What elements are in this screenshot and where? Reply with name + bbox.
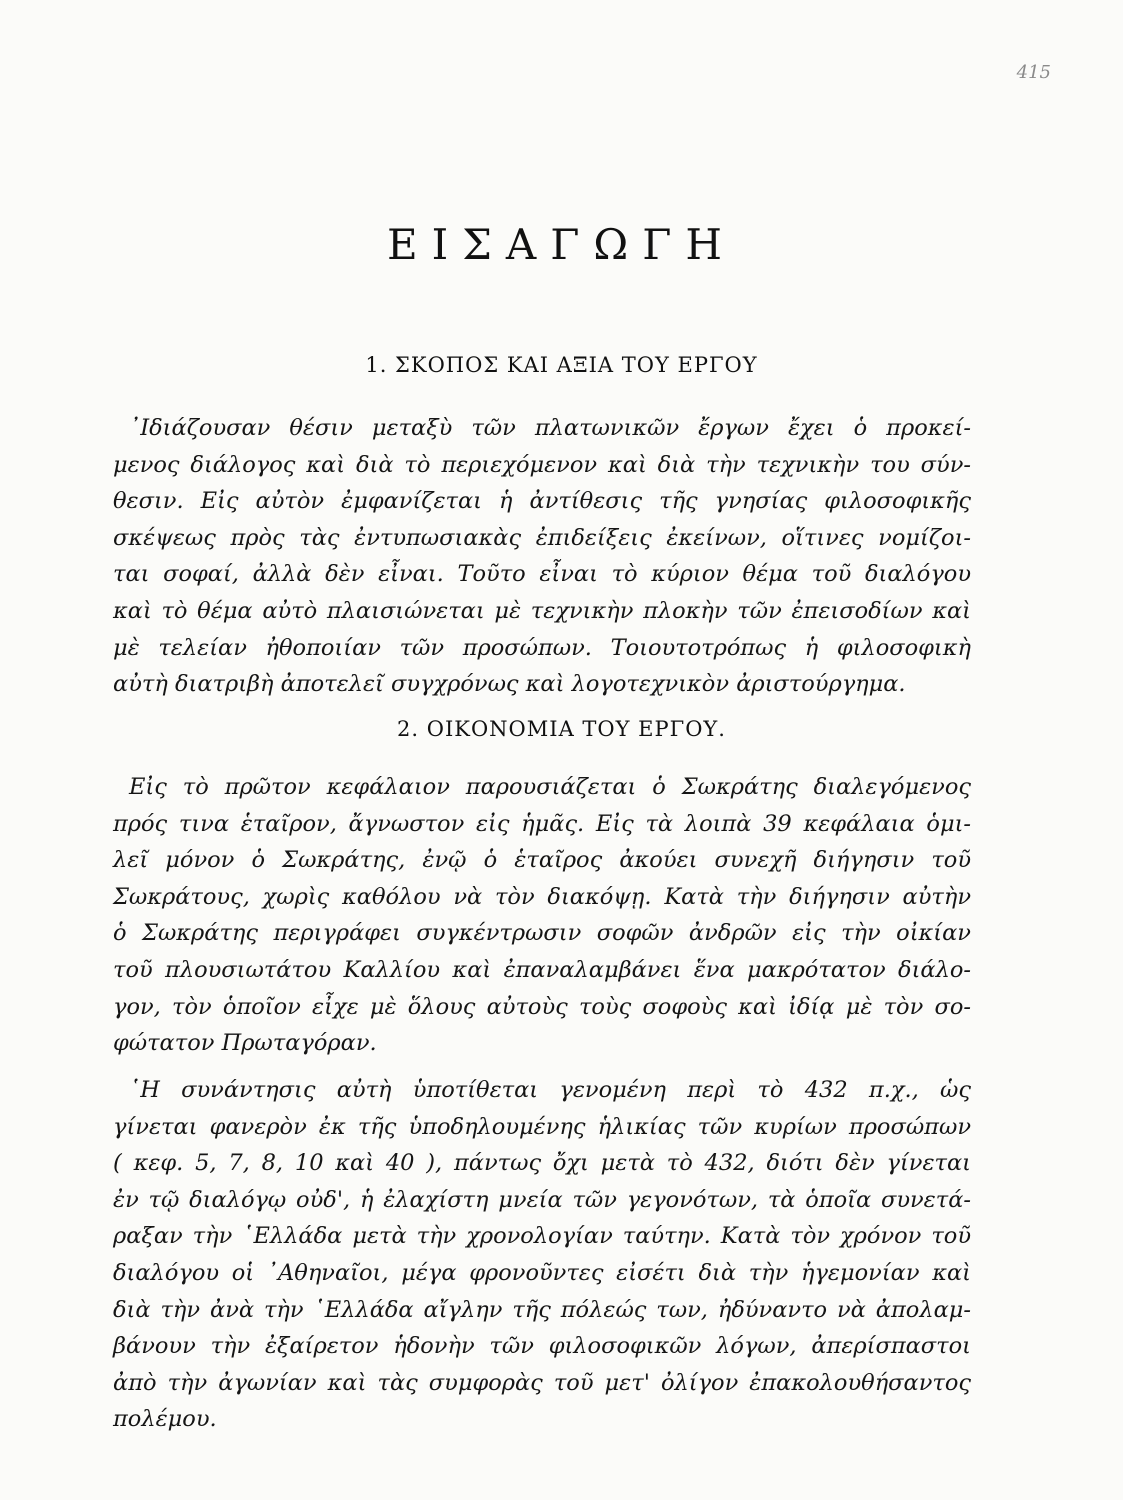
text-line: διαλόγου οἱ ᾿Αθηναῖοι, μέγα φρονοῦντες εἰσέτι διὰ τὴν ἡγεμονίαν καὶ — [113, 1259, 971, 1286]
text-line: γον, τὸν ὁποῖον εἶχε μὲ ὅλους αὐτοὺς τοὺς σοφοὺς καὶ ἰδίᾳ μὲ τὸν σο- — [113, 993, 971, 1020]
text-line: ραξαν τὴν ῾Ελλάδα μετὰ τὴν χρονολογίαν ταύτην. Κατὰ τὸν χρόνον τοῦ — [113, 1223, 971, 1250]
text-line: ὁ Σωκράτης περιγράφει συγκέντρωσιν σοφῶν ἀνδρῶν εἰς τὴν οἰκίαν — [113, 920, 971, 947]
section-2-paragraph-1 — [113, 769, 971, 1062]
text-line: πρός τινα ἑταῖρον, ἄγνωστον εἰς ἡμᾶς. Εἰς τὰ λοιπὰ 39 κεφάλαια ὁμι- — [113, 810, 971, 837]
page-title: ΕΙΣΑΓΩΓΗ — [386, 220, 736, 269]
text-line: ῾Η συνάντησις αὐτὴ ὑποτίθεται γενομένη περὶ τὸ 432 π.χ., ὡς — [129, 1077, 971, 1103]
text-line: τοῦ πλουσιωτάτου Καλλίου καὶ ἐπαναλαμβάνει ἕνα μακρότατον διάλο- — [113, 956, 971, 983]
text-line: ( κεφ. 5, 7, 8, 10 καὶ 40 ), πάντως ὄχι μετὰ τὸ 432, διότι δὲν γίνεται — [113, 1150, 971, 1177]
section-heading-1: 1. ΣΚΟΠΟΣ ΚΑΙ ΑΞΙΑ ΤΟΥ ΕΡΓΟΥ — [365, 353, 758, 377]
text-line: ἐν τῷ διαλόγῳ οὐδ', ἡ ἐλαχίστη μνεία τῶν γεγονότων, τὰ ὁποῖα συνετά- — [113, 1186, 971, 1213]
text-line: Σωκράτους, χωρὶς καθόλου νὰ τὸν διακόψῃ. Κατὰ τὴν διήγησιν αὐτὴν — [113, 883, 971, 910]
page-number: 415 — [1016, 62, 1051, 83]
section-heading-2: 2. ΟΙΚΟΝΟΜΙΑ ΤΟΥ ΕΡΓΟΥ. — [397, 717, 726, 741]
text-line: γίνεται φανερὸν ἐκ τῆς ὑποδηλουμένης ἡλικίας τῶν κυρίων προσώπων — [113, 1113, 971, 1140]
text-line: πολέμου. — [113, 1406, 217, 1433]
text-line: ται σοφαί, ἀλλὰ δὲν εἶναι. Τοῦτο εἶναι τὸ κύριον θέμα τοῦ διαλόγου — [113, 561, 971, 588]
section-1-paragraph-1 — [113, 410, 971, 703]
text-line: ᾿Ιδιάζουσαν θέσιν μεταξὺ τῶν πλατωνικῶν ἔργων ἔχει ὁ προκεί- — [129, 415, 971, 441]
text-line: καὶ τὸ θέμα αὐτὸ πλαισιώνεται μὲ τεχνικὴν πλοκὴν τῶν ἐπεισοδίων καὶ — [113, 597, 971, 624]
text-line: διὰ τὴν ἀνὰ τὴν ῾Ελλάδα αἴγλην τῆς πόλεώς των, ἠδύναντο νὰ ἀπολαμ- — [113, 1296, 971, 1323]
text-line: αὐτὴ διατριβὴ ἀποτελεῖ συγχρόνως καὶ λογοτεχνικὸν ἀριστούργημα. — [113, 671, 906, 698]
text-line: ἀπὸ τὴν ἀγωνίαν καὶ τὰς συμφορὰς τοῦ μετ' ὀλίγον ἐπακολουθήσαντος — [113, 1369, 971, 1396]
section-2-paragraph-2 — [113, 1072, 971, 1438]
text-line: βάνουν τὴν ἐξαίρετον ἡδονὴν τῶν φιλοσοφικῶν λόγων, ἀπερίσπαστοι — [113, 1333, 971, 1360]
text-line: μενος διάλογος καὶ διὰ τὸ περιεχόμενον καὶ διὰ τὴν τεχνικὴν του σύν- — [113, 451, 971, 478]
text-line: φώτατον Πρωταγόραν. — [113, 1030, 377, 1057]
text-line: μὲ τελείαν ἠθοποιίαν τῶν προσώπων. Τοιουτοτρόπως ἡ φιλοσοφικὴ — [113, 634, 971, 661]
text-line: σκέψεως πρὸς τὰς ἐντυπωσιακὰς ἐπιδείξεις ἐκείνων, οἵτινες νομίζοι- — [113, 524, 971, 551]
text-line: λεῖ μόνον ὁ Σωκράτης, ἐνῷ ὁ ἑταῖρος ἀκούει συνεχῆ διήγησιν τοῦ — [113, 847, 971, 874]
text-line: Εἰς τὸ πρῶτον κεφάλαιον παρουσιάζεται ὁ Σωκράτης διαλεγόμενος — [129, 774, 971, 800]
text-line: θεσιν. Εἰς αὐτὸν ἐμφανίζεται ἡ ἀντίθεσις τῆς γνησίας φιλοσοφικῆς — [113, 488, 971, 515]
